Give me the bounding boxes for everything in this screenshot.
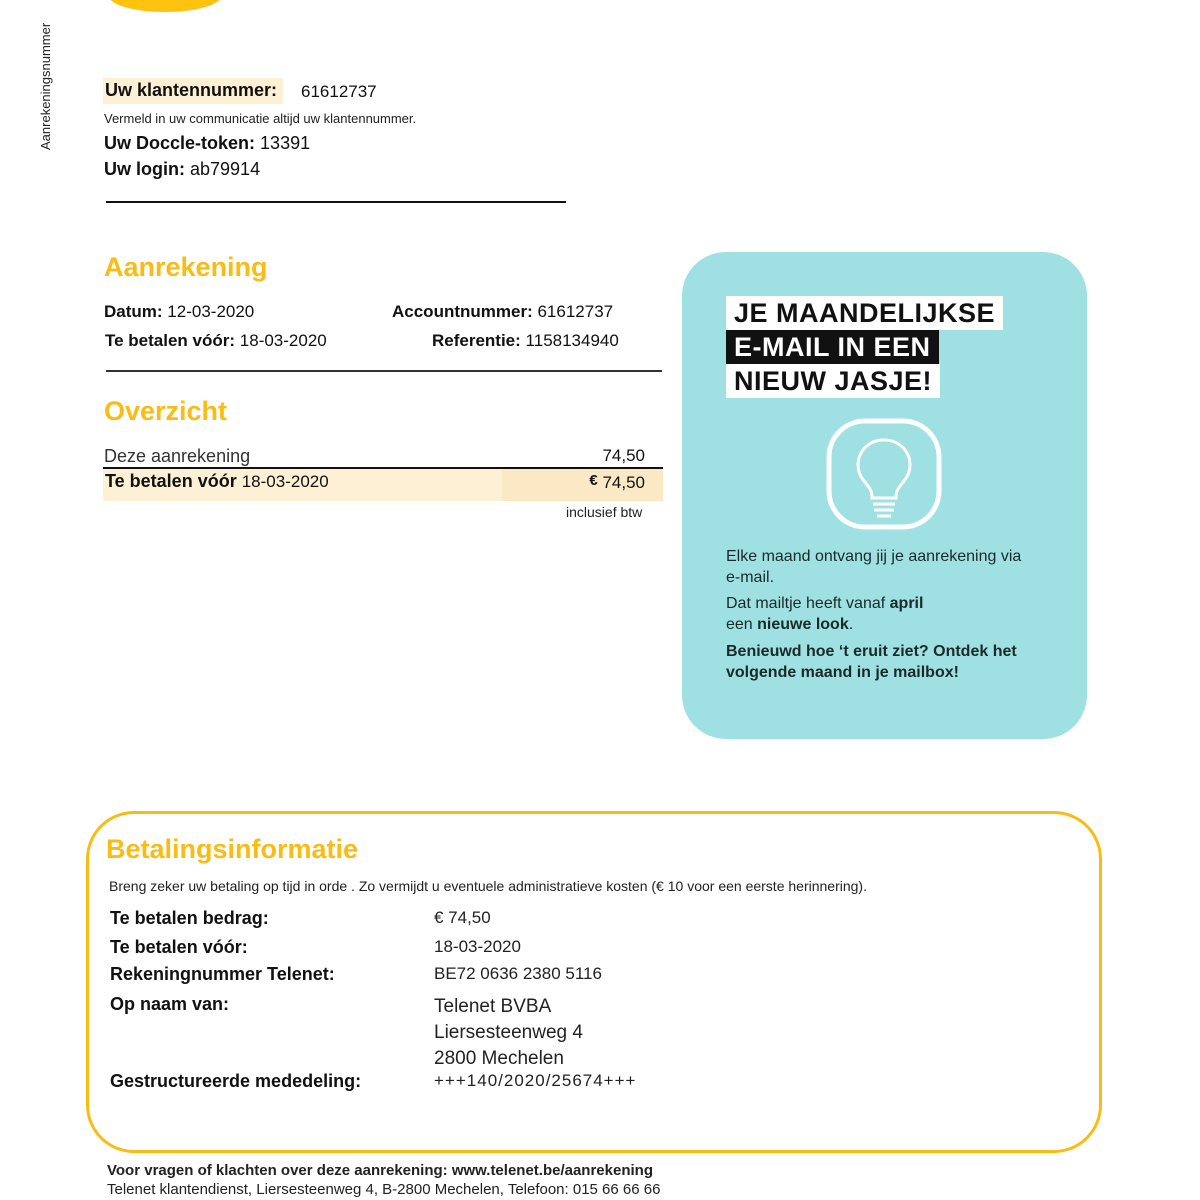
- invoice-date: [104, 302, 254, 322]
- payment-amount: € 74,50: [434, 908, 491, 927]
- telenet-logo: [108, 0, 222, 12]
- invoice-due-label: Te betalen vóór:: [105, 331, 236, 350]
- account-number: [392, 302, 613, 322]
- footer-contact: Voor vragen of klachten over deze aanrekening: www.telenet.be/aanrekening: [107, 1162, 653, 1179]
- divider: [106, 201, 566, 203]
- customer-number-label: Uw klantennummer:: [103, 78, 283, 104]
- account-number-value: 61612737: [537, 302, 614, 321]
- promo-text-2c: een: [726, 616, 753, 633]
- login-label: Uw login:: [104, 159, 185, 179]
- doccle-token-label: Uw Doccle-token:: [104, 133, 256, 153]
- payment-due: 18-03-2020: [434, 937, 521, 956]
- doccle-token-value: 13391: [260, 133, 311, 153]
- reference-value: 1158134940: [525, 331, 619, 350]
- total-due: [105, 471, 329, 492]
- payment-amount-label: Te betalen bedrag:: [110, 908, 269, 928]
- this-invoice-label: Deze aanrekening: [104, 446, 251, 466]
- promo-headline-1: JE MAANDELIJKSE: [726, 296, 1003, 330]
- promo-text-3: Benieuwd hoe ‘t eruit ziet? Ontdek het volgende maand in je mailbox!: [726, 643, 1017, 681]
- promo-text-2d: nieuwe look: [757, 616, 849, 633]
- vat-note: inclusief btw: [566, 504, 643, 520]
- total-amount: [560, 472, 645, 493]
- payment-heading: Betalingsinformatie: [106, 834, 359, 864]
- promo-text-2b: april: [889, 595, 924, 612]
- doccle-token: [104, 133, 310, 154]
- currency-symbol: €: [589, 472, 598, 489]
- payment-due-label: Te betalen vóór:: [110, 937, 248, 957]
- payee-address: [434, 994, 583, 1072]
- payee-street: Liersesteenweg 4: [434, 1022, 583, 1043]
- payee-name: Telenet BVBA: [434, 996, 552, 1017]
- login: [104, 159, 260, 180]
- account-number-label: Accountnummer:: [392, 302, 533, 321]
- overview-heading: Overzicht: [104, 396, 228, 426]
- promo-headline-2: E-MAIL IN EEN: [726, 330, 939, 364]
- invoice-date-value: 12-03-2020: [167, 302, 255, 321]
- iban-label: Rekeningnummer Telenet:: [110, 964, 335, 984]
- footer-address: Telenet klantendienst, Liersesteenweg 4, B-2800 Mechelen, Telefoon: 015 66 66 66: [107, 1181, 661, 1198]
- iban: BE72 0636 2380 5116: [434, 964, 602, 983]
- structured-message-label: Gestructureerde mededeling:: [110, 1071, 362, 1091]
- total-amount-value: 74,50: [602, 473, 645, 492]
- side-invoice-label: Aanrekeningsnummer: [38, 22, 53, 150]
- structured-message: +++140/2020/25674+++: [434, 1071, 637, 1090]
- lightbulb-icon: [826, 418, 942, 530]
- login-value: ab79914: [190, 159, 261, 179]
- promo-text-1: Elke maand ontvang jij je aanrekening via e-mail.: [726, 548, 1022, 586]
- promo-text-2a: Dat mailtje heeft vanaf: [726, 595, 886, 612]
- promo-text-2e: .: [848, 616, 854, 633]
- invoice-due: [105, 331, 327, 351]
- customer-number: 61612737: [301, 82, 377, 101]
- total-due-label: Te betalen vóór: [105, 471, 237, 491]
- customer-number-note: Vermeld in uw communicatie altijd uw klantennummer.: [104, 111, 417, 126]
- divider: [106, 370, 662, 372]
- reference-label: Referentie:: [432, 331, 521, 350]
- payee-city: 2800 Mechelen: [434, 1048, 564, 1069]
- payment-note: Breng zeker uw betaling op tijd in orde . Zo vermijdt u eventuele administratieve kosten (€ 10 voor een eerste herinnering).: [109, 878, 867, 894]
- invoice-date-label: Datum:: [104, 302, 163, 321]
- invoice-heading: Aanrekening: [104, 252, 268, 282]
- this-invoice-amount: 74,50: [602, 446, 645, 465]
- promo-text-2: [726, 593, 1026, 635]
- reference: [432, 331, 619, 351]
- payee-label: Op naam van:: [110, 994, 230, 1014]
- invoice-due-value: 18-03-2020: [239, 331, 327, 350]
- promo-headline-3: NIEUW JASJE!: [726, 364, 940, 398]
- total-due-date: 18-03-2020: [241, 472, 329, 491]
